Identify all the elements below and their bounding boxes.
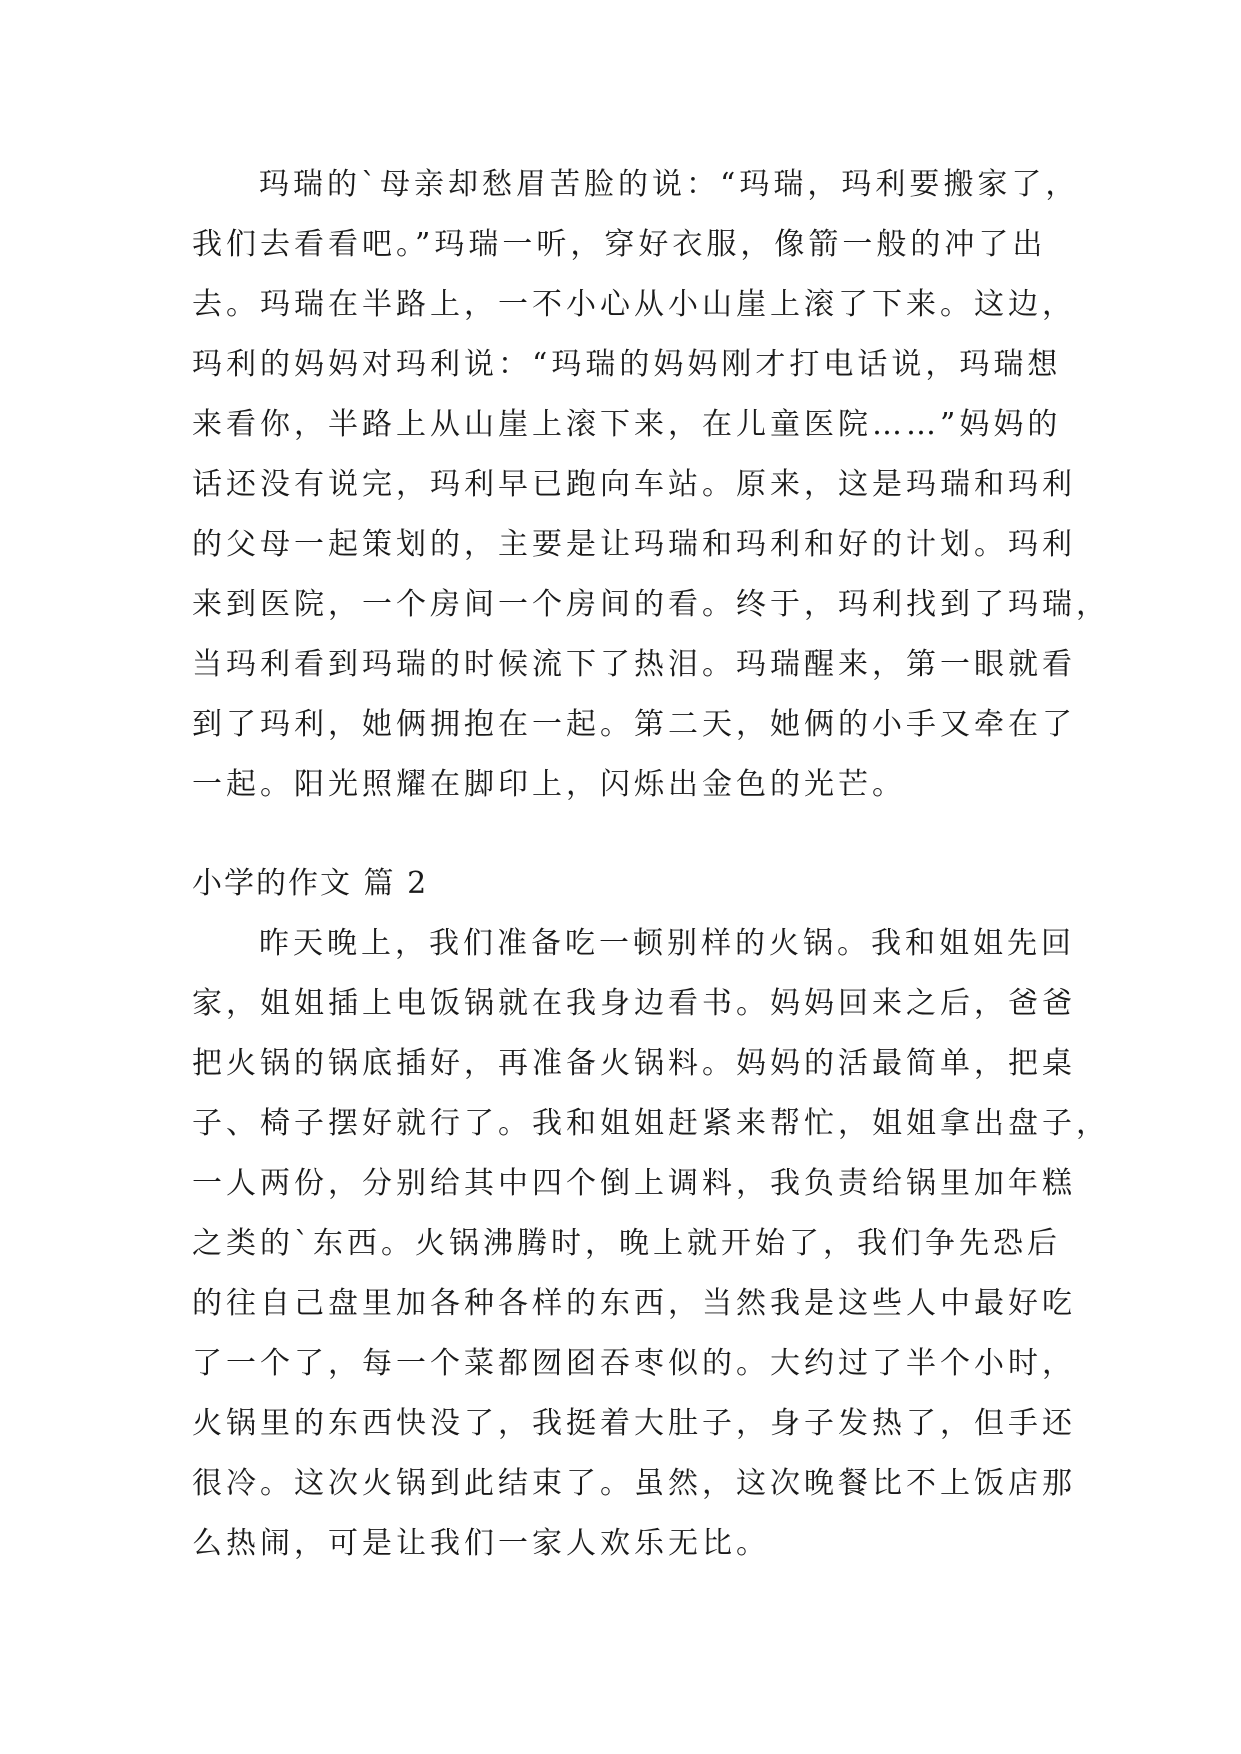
paragraph-line: 一起。阳光照耀在脚印上，闪烁出金色的光芒。 bbox=[192, 767, 906, 802]
paragraph-line: 来到医院，一个房间一个房间的看。终于，玛利找到了玛瑞， bbox=[192, 587, 1110, 622]
paragraph-line: 么热闹，可是让我们一家人欢乐无比。 bbox=[192, 1526, 770, 1561]
paragraph-line: 的往自己盘里加各种各样的东西，当然我是这些人中最好吃 bbox=[192, 1286, 1076, 1321]
paragraph-line: 来看你，半路上从山崖上滚下来，在儿童医院……”妈妈的 bbox=[192, 407, 1062, 442]
paragraph-line: 一人两份，分别给其中四个倒上调料，我负责给锅里加年糕 bbox=[192, 1166, 1076, 1201]
paragraph-line: 火锅里的东西快没了，我挺着大肚子，身子发热了，但手还 bbox=[192, 1406, 1076, 1441]
paragraph-line: 了一个了，每一个菜都囫囵吞枣似的。大约过了半个小时， bbox=[192, 1346, 1076, 1381]
paragraph-line: 话还没有说完，玛利早已跑向车站。原来，这是玛瑞和玛利 bbox=[192, 467, 1076, 502]
section-heading: 小学的作文 篇 2 bbox=[192, 866, 429, 901]
paragraph-line: 把火锅的锅底插好，再准备火锅料。妈妈的活最简单，把桌 bbox=[192, 1046, 1076, 1081]
paragraph-line: 玛瑞的`母亲却愁眉苦脸的说：“玛瑞，玛利要搬家了， bbox=[259, 167, 1080, 202]
paragraph-line: 去。玛瑞在半路上，一不小心从小山崖上滚了下来。这边， bbox=[192, 287, 1076, 322]
paragraph-line: 当玛利看到玛瑞的时候流下了热泪。玛瑞醒来，第一眼就看 bbox=[192, 647, 1076, 682]
paragraph-line: 玛利的妈妈对玛利说：“玛瑞的妈妈刚才打电话说，玛瑞想 bbox=[192, 347, 1062, 382]
paragraph-line: 子、椅子摆好就行了。我和姐姐赶紧来帮忙，姐姐拿出盘子， bbox=[192, 1106, 1110, 1141]
paragraph-line: 家，姐姐插上电饭锅就在我身边看书。妈妈回来之后，爸爸 bbox=[192, 986, 1076, 1021]
paragraph-line: 很冷。这次火锅到此结束了。虽然，这次晚餐比不上饭店那 bbox=[192, 1466, 1076, 1501]
paragraph-line: 我们去看看吧。”玛瑞一听，穿好衣服，像箭一般的冲了出 bbox=[192, 227, 1047, 262]
paragraph-line: 到了玛利，她俩拥抱在一起。第二天，她俩的小手又牵在了 bbox=[192, 707, 1076, 742]
paragraph-2 bbox=[192, 914, 1110, 1574]
paragraph-1 bbox=[192, 155, 1110, 815]
paragraph-line: 昨天晚上，我们准备吃一顿别样的火锅。我和姐姐先回 bbox=[259, 926, 1075, 961]
paragraph-line: 之类的`东西。火锅沸腾时，晚上就开始了，我们争先恐后 bbox=[192, 1226, 1061, 1261]
paragraph-line: 的父母一起策划的，主要是让玛瑞和玛利和好的计划。玛利 bbox=[192, 527, 1076, 562]
